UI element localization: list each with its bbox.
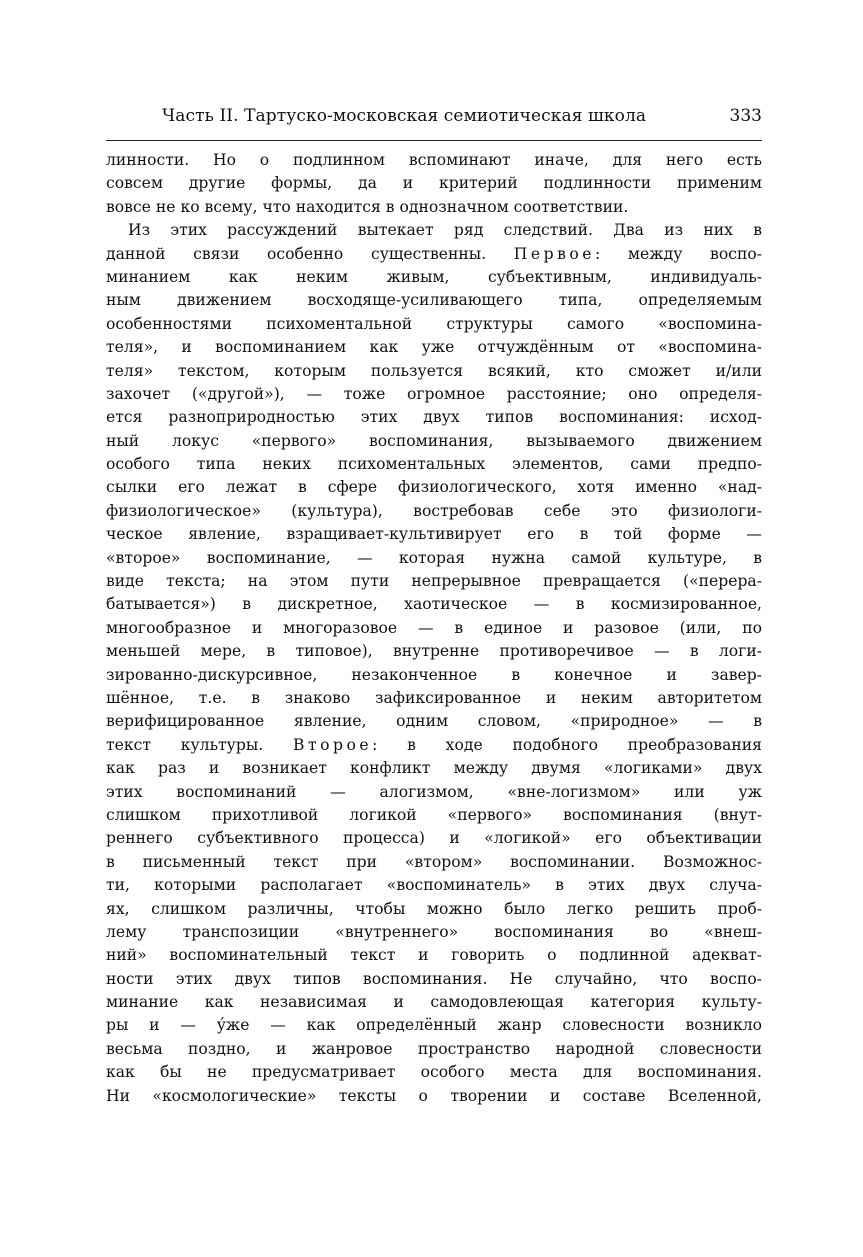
text-line: батывается») в дискретное, хаотическое — в космизированное, bbox=[106, 595, 762, 614]
text-segment: текст культуры. bbox=[106, 735, 293, 754]
text-line: совсем другие формы, да и критерий подлинности применим bbox=[106, 174, 762, 193]
text-segment: данной связи особенно существенны. bbox=[106, 244, 514, 263]
text-line: верифицированное явление, одним словом, «природное» — в bbox=[106, 712, 762, 731]
text-line: этих воспоминаний — алогизмом, «вне-логизмом» или уж bbox=[106, 782, 762, 801]
text-line: ры и — у́же — как определённый жанр словесности возникло bbox=[106, 1016, 762, 1035]
text-segment: : в ходе подобного преобразования bbox=[372, 735, 762, 754]
text-line: теля» текстом, которым пользуется всякий, кто сможет и/или bbox=[106, 361, 762, 380]
text-line bbox=[106, 243, 762, 266]
text-line: ях, слишком различны, чтобы можно было легко решить проб- bbox=[106, 899, 762, 918]
text-line: Из этих рассуждений вытекает ряд следствий. Два из них в bbox=[128, 221, 762, 240]
text-line: ти, которыми располагает «воспоминатель» в этих двух случа- bbox=[106, 876, 762, 895]
text-line: теля», и воспоминанием как уже отчуждённым от «воспомина- bbox=[106, 338, 762, 357]
page-number: 333 bbox=[729, 106, 762, 126]
text-line: минанием как неким живым, субъективным, индивидуаль- bbox=[106, 267, 762, 286]
text-line: как бы не предусматривает особого места для воспоминания. bbox=[106, 1063, 762, 1082]
text-line: слишком прихотливой логикой «первого» воспоминания (внут- bbox=[106, 805, 762, 824]
text-line: лему транспозиции «внутреннего» воспоминания во «внеш- bbox=[106, 922, 762, 941]
text-line: многообразное и многоразовое — в единое и разовое (или, по bbox=[106, 618, 762, 637]
text-line: ческое явление, взращивает-культивирует его в той форме — bbox=[106, 525, 762, 544]
text-line: особого типа неких психоментальных элементов, сами предпо- bbox=[106, 455, 762, 474]
text-line: особенностями психоментальной структуры самого «воспомина- bbox=[106, 314, 762, 333]
text-segment: : между воспо- bbox=[595, 244, 762, 263]
text-line: ний» воспоминательный текст и говорить о подлинной адекват- bbox=[106, 946, 762, 965]
paragraph-2 bbox=[106, 219, 762, 1108]
text-line bbox=[106, 734, 762, 757]
text-line: «второе» воспоминание, — которая нужна самой культуре, в bbox=[106, 548, 762, 567]
paragraph-1 bbox=[106, 149, 762, 219]
text-line: ется разноприродностью этих двух типов воспоминания: исход- bbox=[106, 408, 762, 427]
header-rule bbox=[106, 140, 762, 141]
running-header-title: Часть II. Тартуско-московская семиотическая школа bbox=[162, 106, 647, 126]
text-line: как раз и возникает конфликт между двумя «логиками» двух bbox=[106, 759, 762, 778]
text-line: захочет («другой»), — тоже огромное расстояние; оно определя- bbox=[106, 384, 762, 403]
text-line: в письменный текст при «втором» воспоминании. Возможнос- bbox=[106, 852, 762, 871]
text-line: ности этих двух типов воспоминания. Не случайно, что воспо- bbox=[106, 969, 762, 988]
text-line: Ни «космологические» тексты о творении и составе Вселенной, bbox=[106, 1086, 762, 1105]
text-line: сылки его лежат в сфере физиологического, хотя именно «над- bbox=[106, 478, 762, 497]
text-line: ным движением восходяще-усиливающего типа, определяемым bbox=[106, 291, 762, 310]
text-line: ный локус «первого» воспоминания, вызываемого движением bbox=[106, 431, 762, 450]
text-line: меньшей мере, в типовое), внутренне противоречивое — в логи- bbox=[106, 642, 762, 661]
text-line: виде текста; на этом пути непрерывное превращается («перера- bbox=[106, 572, 762, 591]
book-page bbox=[106, 104, 762, 1108]
text-line: линности. Но о подлинном вспоминают иначе, для него есть bbox=[106, 151, 762, 169]
text-line: реннего субъективного процесса) и «логикой» его объективации bbox=[106, 829, 762, 848]
spaced-emphasis: Второе bbox=[293, 735, 373, 754]
text-line: шённое, т.е. в знаково зафиксированное и неким авторитетом bbox=[106, 688, 762, 707]
text-line: минание как независимая и самодовлеющая категория культу- bbox=[106, 993, 762, 1012]
text-line: весьма поздно, и жанровое пространство народной словесности bbox=[106, 1039, 762, 1058]
text-line: зированно-дискурсивное, незаконченное в конечное и завер- bbox=[106, 665, 762, 684]
spaced-emphasis: Первое bbox=[513, 244, 595, 263]
running-header bbox=[106, 104, 762, 130]
text-line: вовсе не ко всему, что находится в однозначном соответствии. bbox=[106, 197, 629, 216]
text-line: физиологическое» (культура), востребовав себе это физиологи- bbox=[106, 501, 762, 520]
